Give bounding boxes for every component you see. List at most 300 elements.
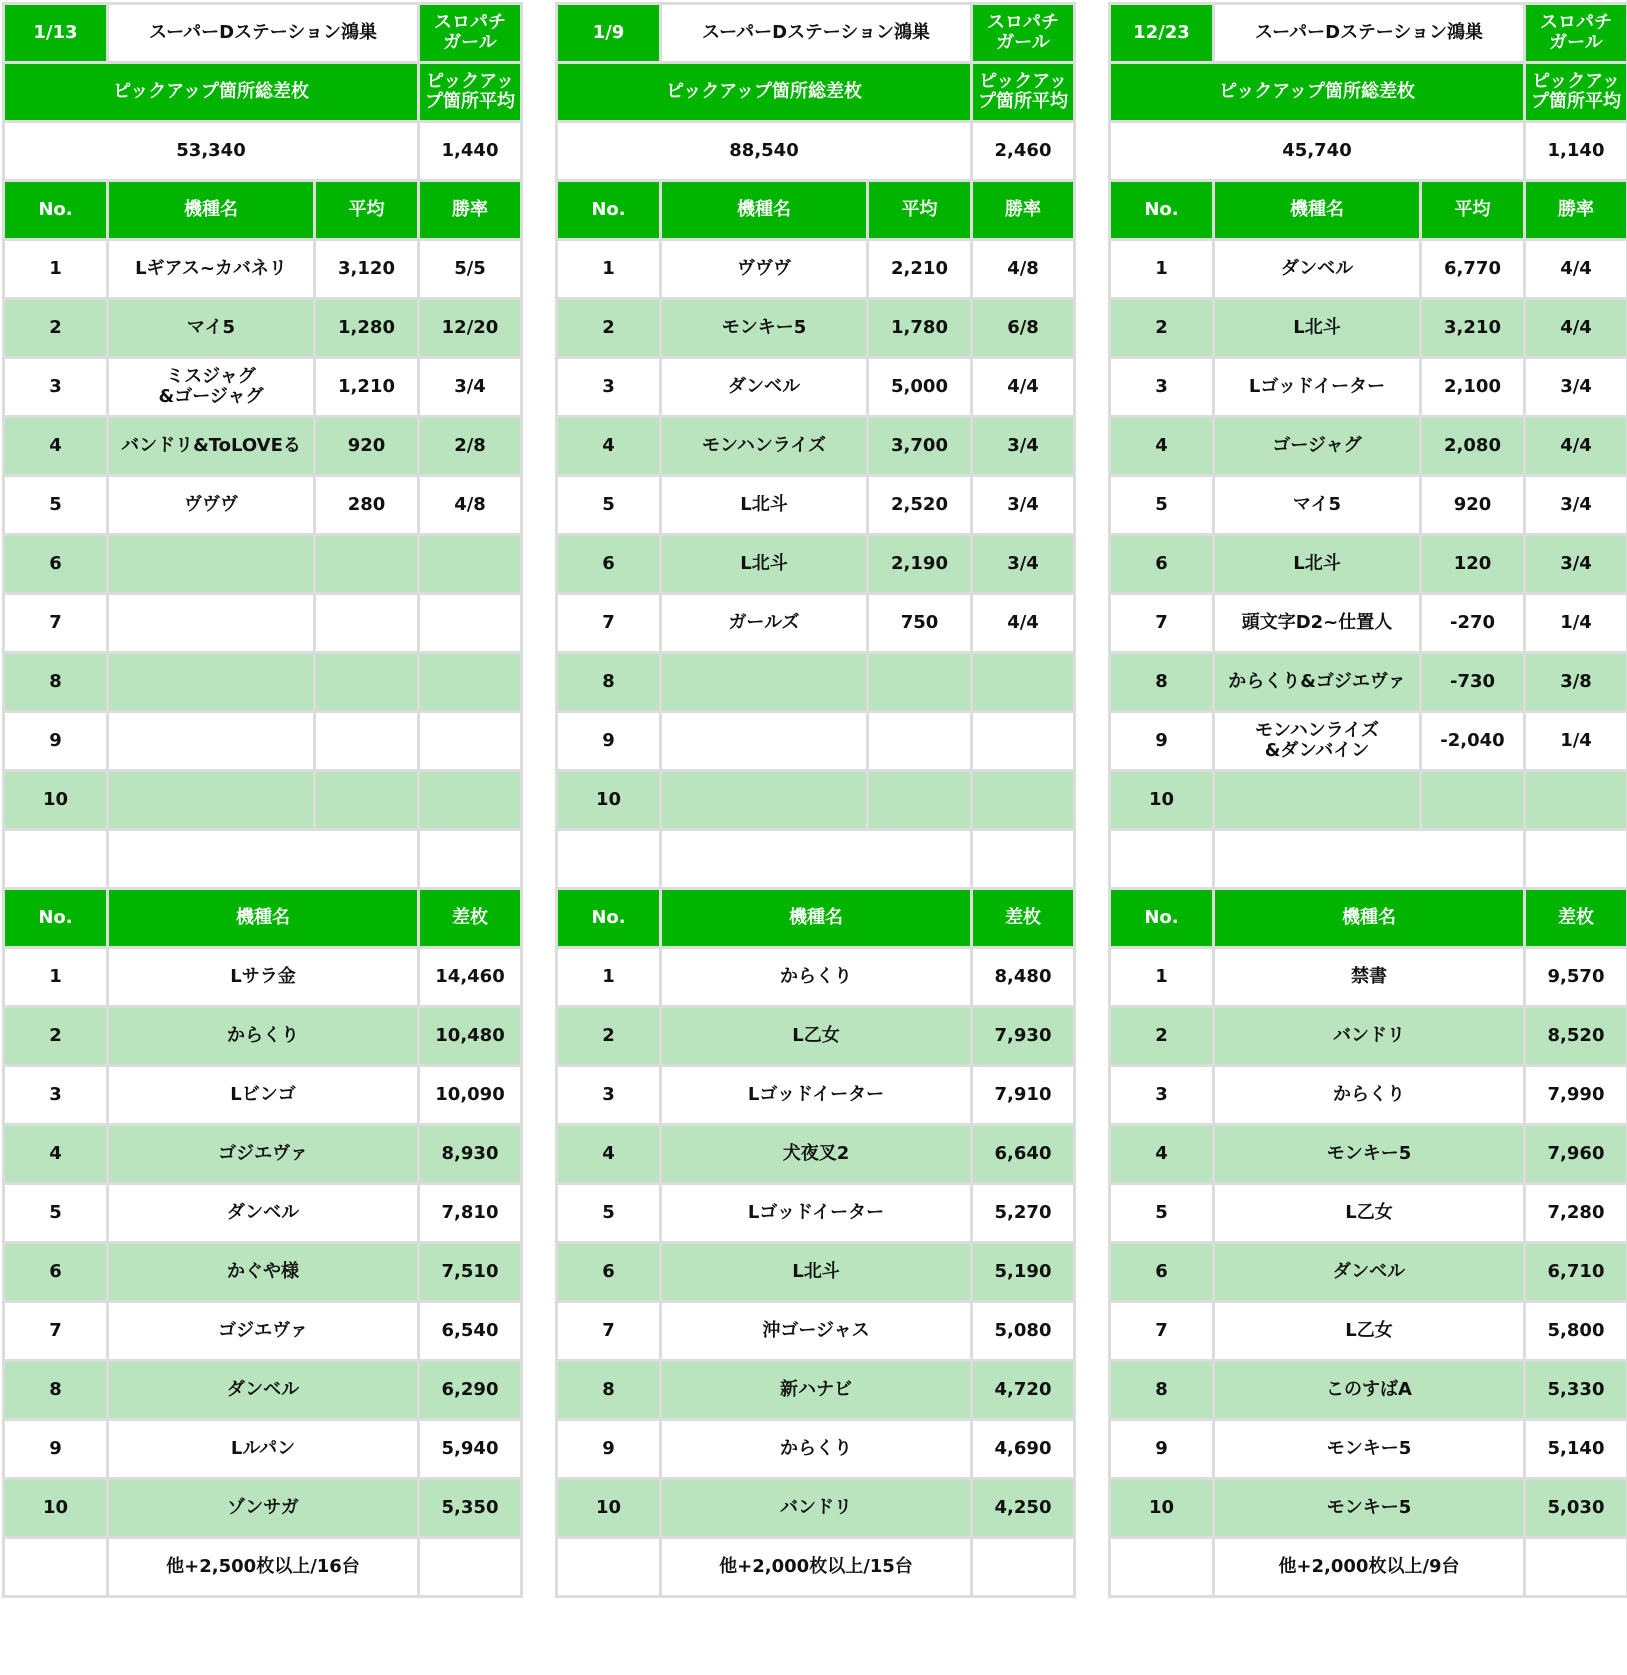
pickup-average: 750: [868, 594, 972, 653]
average-value: 2,460: [972, 122, 1075, 181]
pickup-average: 2,100: [1421, 358, 1525, 417]
ranking-diff: 5,940: [419, 1420, 522, 1479]
ranking-machine-name: ダンベル: [1214, 1243, 1525, 1302]
pickup-row: [557, 240, 1075, 299]
header-row: [4, 4, 522, 63]
result-table: [555, 2, 1076, 1598]
pickup-average: [868, 712, 972, 771]
pickup-row: [4, 653, 522, 712]
ranking-diff: 8,480: [972, 948, 1075, 1007]
ranking-no: 2: [4, 1007, 108, 1066]
pickup-machine-name: [108, 771, 315, 830]
pickup-average: 1,780: [868, 299, 972, 358]
pickup-machine-name: [661, 771, 868, 830]
pickup-win-rate: 1/4: [1525, 594, 1627, 653]
col-rate-header: 勝率: [419, 181, 522, 240]
pickup-machine-name: バンドリ&ToLOVEる: [108, 417, 315, 476]
ranking-diff: 5,140: [1525, 1420, 1627, 1479]
pickup-row: [1110, 653, 1627, 712]
pickup-win-rate: 5/5: [419, 240, 522, 299]
pickup-average: 120: [1421, 535, 1525, 594]
ranking-row: [4, 1066, 522, 1125]
ranking-machine-name: ダンベル: [108, 1184, 419, 1243]
ranking-machine-name: このすばA: [1214, 1361, 1525, 1420]
pickup-machine-name: からくり&ゴジエヴァ: [1214, 653, 1421, 712]
ranking-machine-name: ゾンサガ: [108, 1479, 419, 1538]
col-no-header: No.: [557, 181, 661, 240]
pickup-win-rate: [419, 771, 522, 830]
pickup-machine-name: ミスジャグ &ゴージャグ: [108, 358, 315, 417]
pickup-no: 10: [557, 771, 661, 830]
footer-note: 他+2,000枚以上/15台: [661, 1538, 972, 1597]
pickup-machine-name: ヴヴヴ: [108, 476, 315, 535]
ranking-machine-name: L乙女: [1214, 1184, 1525, 1243]
ranking-diff: 5,350: [419, 1479, 522, 1538]
col-name-header: 機種名: [108, 889, 419, 948]
pickup-no: 8: [557, 653, 661, 712]
summary-label-row: [4, 63, 522, 122]
pickup-row: [557, 417, 1075, 476]
pickup-win-rate: [1525, 771, 1627, 830]
pickup-row: [557, 771, 1075, 830]
pickup-row: [4, 417, 522, 476]
col-avg-header: 平均: [1421, 181, 1525, 240]
pickup-row: [557, 653, 1075, 712]
pickup-machine-name: L北斗: [1214, 535, 1421, 594]
summary-value-row: [4, 122, 522, 181]
average-value: 1,140: [1525, 122, 1627, 181]
pickup-win-rate: 3/4: [1525, 476, 1627, 535]
pickup-machine-name: [108, 594, 315, 653]
spacer-cell: [557, 830, 661, 889]
pickup-win-rate: 3/4: [972, 476, 1075, 535]
pickup-average: [868, 771, 972, 830]
pickup-row: [4, 535, 522, 594]
ranking-machine-name: Lビンゴ: [108, 1066, 419, 1125]
ranking-diff: 10,090: [419, 1066, 522, 1125]
ranking-row: [557, 1420, 1075, 1479]
pickup-row: [1110, 417, 1627, 476]
ranking-row: [4, 1243, 522, 1302]
pickup-average: 1,210: [315, 358, 419, 417]
ranking-machine-name: からくり: [1214, 1066, 1525, 1125]
ranking-row: [557, 1361, 1075, 1420]
pickup-machine-name: ヴヴヴ: [661, 240, 868, 299]
result-panel-1: [2, 2, 520, 1672]
pickup-row: [1110, 712, 1627, 771]
pickup-win-rate: 12/20: [419, 299, 522, 358]
pickup-no: 1: [1110, 240, 1214, 299]
pickup-win-rate: 4/8: [972, 240, 1075, 299]
ranking-no: 4: [1110, 1125, 1214, 1184]
footer-blank: [419, 1538, 522, 1597]
source-tag: スロパチ ガール: [1525, 4, 1627, 63]
pickup-row: [1110, 535, 1627, 594]
store-name: スーパーDステーション鴻巣: [1214, 4, 1525, 63]
pickup-no: 9: [557, 712, 661, 771]
pickup-row: [1110, 299, 1627, 358]
ranking-diff: 6,290: [419, 1361, 522, 1420]
pickup-average: [315, 535, 419, 594]
header-row: [1110, 4, 1627, 63]
pickup-win-rate: [419, 535, 522, 594]
ranking-row: [1110, 1066, 1627, 1125]
col-rate-header: 勝率: [1525, 181, 1627, 240]
col-no-header: No.: [1110, 181, 1214, 240]
ranking-no: 1: [1110, 948, 1214, 1007]
spacer-cell: [108, 830, 419, 889]
ranking-header-row: [4, 889, 522, 948]
ranking-no: 4: [4, 1125, 108, 1184]
pickup-win-rate: [972, 712, 1075, 771]
ranking-diff: 8,520: [1525, 1007, 1627, 1066]
pickup-win-rate: 3/8: [1525, 653, 1627, 712]
pickup-no: 1: [557, 240, 661, 299]
total-label: ピックアップ箇所総差枚: [1110, 63, 1525, 122]
ranking-no: 3: [557, 1066, 661, 1125]
pickup-no: 10: [4, 771, 108, 830]
pickup-no: 8: [1110, 653, 1214, 712]
pickup-average: 2,520: [868, 476, 972, 535]
pickup-machine-name: [1214, 771, 1421, 830]
ranking-diff: 7,990: [1525, 1066, 1627, 1125]
pickup-row: [1110, 240, 1627, 299]
pickup-average: [315, 712, 419, 771]
col-diff-header: 差枚: [972, 889, 1075, 948]
ranking-row: [4, 1361, 522, 1420]
ranking-diff: 7,930: [972, 1007, 1075, 1066]
pickup-no: 3: [4, 358, 108, 417]
result-table: [2, 2, 523, 1598]
ranking-diff: 6,540: [419, 1302, 522, 1361]
pickup-row: [557, 299, 1075, 358]
spacer-row: [557, 830, 1075, 889]
pickup-no: 7: [4, 594, 108, 653]
ranking-row: [1110, 1479, 1627, 1538]
ranking-no: 1: [557, 948, 661, 1007]
pickup-no: 9: [1110, 712, 1214, 771]
ranking-no: 5: [4, 1184, 108, 1243]
pickup-machine-name: Lゴッドイーター: [1214, 358, 1421, 417]
date-label: 12/23: [1110, 4, 1214, 63]
pickup-row: [4, 594, 522, 653]
pickup-row: [557, 712, 1075, 771]
ranking-no: 3: [4, 1066, 108, 1125]
pickup-average: 5,000: [868, 358, 972, 417]
pickup-machine-name: [661, 712, 868, 771]
ranking-row: [557, 948, 1075, 1007]
pickup-average: -2,040: [1421, 712, 1525, 771]
result-panel-2: [555, 2, 1073, 1672]
ranking-machine-name: 犬夜叉2: [661, 1125, 972, 1184]
pickup-average: 3,120: [315, 240, 419, 299]
total-value: 88,540: [557, 122, 972, 181]
ranking-row: [557, 1302, 1075, 1361]
pickup-header-row: [1110, 181, 1627, 240]
col-name-header: 機種名: [661, 181, 868, 240]
ranking-diff: 5,190: [972, 1243, 1075, 1302]
pickup-no: 2: [557, 299, 661, 358]
pickup-no: 9: [4, 712, 108, 771]
pickup-no: 6: [4, 535, 108, 594]
date-label: 1/13: [4, 4, 108, 63]
ranking-header-row: [1110, 889, 1627, 948]
store-name: スーパーDステーション鴻巣: [661, 4, 972, 63]
pickup-no: 6: [1110, 535, 1214, 594]
ranking-row: [557, 1243, 1075, 1302]
ranking-no: 6: [4, 1243, 108, 1302]
pickup-machine-name: モンハンライズ &ダンバイン: [1214, 712, 1421, 771]
ranking-row: [557, 1125, 1075, 1184]
summary-label-row: [557, 63, 1075, 122]
pickup-no: 8: [4, 653, 108, 712]
ranking-diff: 10,480: [419, 1007, 522, 1066]
ranking-diff: 5,080: [972, 1302, 1075, 1361]
pickup-average: [1421, 771, 1525, 830]
ranking-row: [1110, 1125, 1627, 1184]
ranking-machine-name: L北斗: [661, 1243, 972, 1302]
source-tag: スロパチ ガール: [419, 4, 522, 63]
ranking-machine-name: ゴジエヴァ: [108, 1302, 419, 1361]
col-no-header: No.: [4, 889, 108, 948]
spacer-row: [4, 830, 522, 889]
pickup-win-rate: 3/4: [1525, 535, 1627, 594]
spacer-row: [1110, 830, 1627, 889]
ranking-row: [4, 1479, 522, 1538]
pickup-win-rate: 3/4: [1525, 358, 1627, 417]
pickup-win-rate: [419, 653, 522, 712]
ranking-no: 3: [1110, 1066, 1214, 1125]
pickup-header-row: [557, 181, 1075, 240]
pickup-win-rate: 3/4: [972, 535, 1075, 594]
pickup-machine-name: [661, 653, 868, 712]
footer-row: [1110, 1538, 1627, 1597]
ranking-no: 2: [557, 1007, 661, 1066]
ranking-row: [1110, 1007, 1627, 1066]
ranking-row: [1110, 1184, 1627, 1243]
ranking-machine-name: からくり: [661, 1420, 972, 1479]
pickup-average: 3,210: [1421, 299, 1525, 358]
ranking-row: [4, 1184, 522, 1243]
col-no-header: No.: [4, 181, 108, 240]
ranking-no: 9: [557, 1420, 661, 1479]
source-tag: スロパチ ガール: [972, 4, 1075, 63]
pickup-header-row: [4, 181, 522, 240]
col-name-header: 機種名: [108, 181, 315, 240]
average-label: ピックアップ箇所平均: [419, 63, 522, 122]
pickup-machine-name: L北斗: [1214, 299, 1421, 358]
total-label: ピックアップ箇所総差枚: [4, 63, 419, 122]
pickup-row: [4, 771, 522, 830]
spacer-cell: [1110, 830, 1214, 889]
pickup-machine-name: モンキー5: [661, 299, 868, 358]
pickup-row: [557, 476, 1075, 535]
ranking-no: 8: [1110, 1361, 1214, 1420]
ranking-diff: 5,270: [972, 1184, 1075, 1243]
pickup-average: 3,700: [868, 417, 972, 476]
ranking-diff: 14,460: [419, 948, 522, 1007]
ranking-machine-name: Lゴッドイーター: [661, 1184, 972, 1243]
footer-blank: [1110, 1538, 1214, 1597]
ranking-machine-name: 沖ゴージャス: [661, 1302, 972, 1361]
ranking-diff: 6,640: [972, 1125, 1075, 1184]
ranking-machine-name: 新ハナビ: [661, 1361, 972, 1420]
pickup-average: [315, 594, 419, 653]
ranking-row: [1110, 1243, 1627, 1302]
ranking-machine-name: モンキー5: [1214, 1420, 1525, 1479]
pickup-win-rate: [419, 712, 522, 771]
pickup-machine-name: L北斗: [661, 476, 868, 535]
pickup-win-rate: 6/8: [972, 299, 1075, 358]
ranking-diff: 8,930: [419, 1125, 522, 1184]
pickup-machine-name: モンハンライズ: [661, 417, 868, 476]
col-rate-header: 勝率: [972, 181, 1075, 240]
total-value: 45,740: [1110, 122, 1525, 181]
ranking-row: [557, 1007, 1075, 1066]
pickup-row: [4, 476, 522, 535]
col-no-header: No.: [1110, 889, 1214, 948]
pickup-win-rate: [972, 653, 1075, 712]
ranking-machine-name: Lルパン: [108, 1420, 419, 1479]
average-value: 1,440: [419, 122, 522, 181]
ranking-diff: 7,960: [1525, 1125, 1627, 1184]
ranking-machine-name: からくり: [108, 1007, 419, 1066]
footer-blank: [557, 1538, 661, 1597]
pickup-win-rate: 4/8: [419, 476, 522, 535]
pickup-row: [557, 594, 1075, 653]
pickup-machine-name: Lギアス~カバネリ: [108, 240, 315, 299]
ranking-no: 7: [557, 1302, 661, 1361]
ranking-row: [1110, 1361, 1627, 1420]
pickup-no: 5: [1110, 476, 1214, 535]
pickup-row: [1110, 771, 1627, 830]
pickup-machine-name: ゴージャグ: [1214, 417, 1421, 476]
ranking-machine-name: モンキー5: [1214, 1125, 1525, 1184]
total-label: ピックアップ箇所総差枚: [557, 63, 972, 122]
spacer-cell: [661, 830, 972, 889]
ranking-row: [4, 1007, 522, 1066]
pickup-row: [1110, 358, 1627, 417]
ranking-row: [1110, 1302, 1627, 1361]
ranking-diff: 7,810: [419, 1184, 522, 1243]
col-avg-header: 平均: [315, 181, 419, 240]
ranking-machine-name: ダンベル: [108, 1361, 419, 1420]
pickup-average: 920: [315, 417, 419, 476]
col-name-header: 機種名: [1214, 889, 1525, 948]
pickup-no: 2: [4, 299, 108, 358]
header-row: [557, 4, 1075, 63]
spacer-cell: [419, 830, 522, 889]
ranking-row: [4, 1302, 522, 1361]
ranking-diff: 9,570: [1525, 948, 1627, 1007]
ranking-no: 10: [4, 1479, 108, 1538]
total-value: 53,340: [4, 122, 419, 181]
pickup-row: [1110, 594, 1627, 653]
col-diff-header: 差枚: [1525, 889, 1627, 948]
ranking-diff: 4,690: [972, 1420, 1075, 1479]
pickup-row: [4, 240, 522, 299]
pickup-no: 5: [4, 476, 108, 535]
pickup-no: 2: [1110, 299, 1214, 358]
pickup-no: 3: [557, 358, 661, 417]
ranking-no: 9: [4, 1420, 108, 1479]
pickup-machine-name: ガールズ: [661, 594, 868, 653]
ranking-machine-name: バンドリ: [661, 1479, 972, 1538]
pickup-win-rate: 3/4: [972, 417, 1075, 476]
pickup-no: 7: [1110, 594, 1214, 653]
ranking-row: [557, 1066, 1075, 1125]
ranking-no: 5: [1110, 1184, 1214, 1243]
pickup-average: [315, 771, 419, 830]
pickup-machine-name: マイ5: [1214, 476, 1421, 535]
ranking-machine-name: L乙女: [661, 1007, 972, 1066]
pickup-row: [557, 535, 1075, 594]
ranking-no: 10: [1110, 1479, 1214, 1538]
ranking-machine-name: かぐや様: [108, 1243, 419, 1302]
pickup-average: 1,280: [315, 299, 419, 358]
ranking-no: 6: [1110, 1243, 1214, 1302]
ranking-diff: 5,800: [1525, 1302, 1627, 1361]
ranking-diff: 5,330: [1525, 1361, 1627, 1420]
ranking-machine-name: ゴジエヴァ: [108, 1125, 419, 1184]
pickup-win-rate: 3/4: [419, 358, 522, 417]
pickup-machine-name: 頭文字D2~仕置人: [1214, 594, 1421, 653]
store-name: スーパーDステーション鴻巣: [108, 4, 419, 63]
pickup-machine-name: ダンベル: [1214, 240, 1421, 299]
footer-note: 他+2,500枚以上/16台: [108, 1538, 419, 1597]
pickup-no: 6: [557, 535, 661, 594]
col-no-header: No.: [557, 889, 661, 948]
ranking-row: [1110, 1420, 1627, 1479]
ranking-machine-name: バンドリ: [1214, 1007, 1525, 1066]
pickup-average: -270: [1421, 594, 1525, 653]
ranking-machine-name: からくり: [661, 948, 972, 1007]
pickup-average: -730: [1421, 653, 1525, 712]
pickup-average: 2,080: [1421, 417, 1525, 476]
pickup-average: 2,210: [868, 240, 972, 299]
ranking-diff: 5,030: [1525, 1479, 1627, 1538]
pickup-no: 10: [1110, 771, 1214, 830]
date-label: 1/9: [557, 4, 661, 63]
pickup-machine-name: [108, 712, 315, 771]
ranking-machine-name: L乙女: [1214, 1302, 1525, 1361]
pickup-no: 5: [557, 476, 661, 535]
pickup-average: 920: [1421, 476, 1525, 535]
ranking-no: 7: [1110, 1302, 1214, 1361]
pickup-row: [557, 358, 1075, 417]
pickup-win-rate: 4/4: [972, 594, 1075, 653]
col-name-header: 機種名: [661, 889, 972, 948]
footer-blank: [1525, 1538, 1627, 1597]
footer-row: [4, 1538, 522, 1597]
ranking-row: [1110, 948, 1627, 1007]
pickup-win-rate: 4/4: [1525, 240, 1627, 299]
pickup-win-rate: 4/4: [972, 358, 1075, 417]
col-name-header: 機種名: [1214, 181, 1421, 240]
pickup-row: [4, 712, 522, 771]
ranking-row: [4, 1420, 522, 1479]
pickup-average: [315, 653, 419, 712]
pickup-machine-name: マイ5: [108, 299, 315, 358]
pickup-win-rate: 4/4: [1525, 299, 1627, 358]
pickup-row: [1110, 476, 1627, 535]
pickup-win-rate: 4/4: [1525, 417, 1627, 476]
ranking-no: 1: [4, 948, 108, 1007]
ranking-machine-name: Lサラ金: [108, 948, 419, 1007]
ranking-diff: 7,510: [419, 1243, 522, 1302]
ranking-machine-name: モンキー5: [1214, 1479, 1525, 1538]
pickup-average: 2,190: [868, 535, 972, 594]
